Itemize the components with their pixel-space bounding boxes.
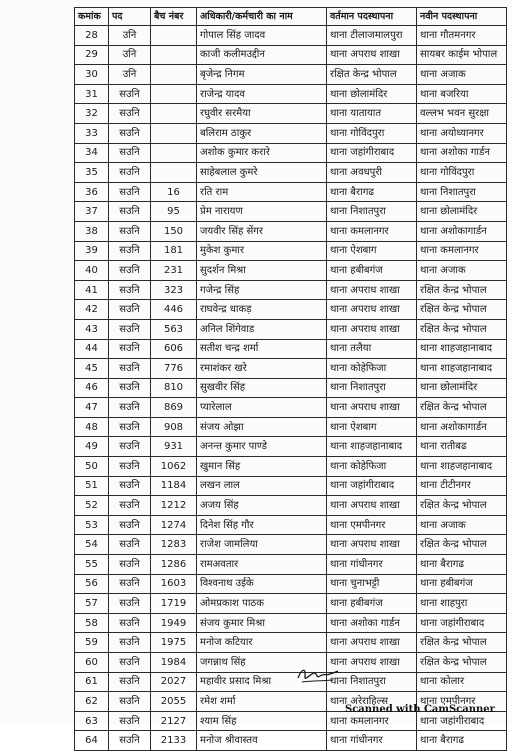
serial-cell: 62 — [75, 692, 109, 712]
rank-cell: उनि — [109, 45, 151, 65]
serial-cell: 30 — [75, 65, 109, 85]
rank-cell: सउनि — [109, 261, 151, 281]
name-cell: महावीर प्रसाद मिश्रा — [197, 672, 327, 692]
rank-cell: सउनि — [109, 359, 151, 379]
current-posting-cell: थाना छोलामंदिर — [327, 84, 417, 104]
badge-cell: 1283 — [151, 535, 197, 555]
name-cell: जगन्नाथ सिंह — [197, 653, 327, 673]
name-cell: जयवीर सिंह सेंगर — [197, 221, 327, 241]
table-row — [75, 398, 507, 418]
current-posting-cell: रक्षित केन्द्र भोपाल — [327, 65, 417, 85]
table-row — [75, 280, 507, 300]
new-posting-cell: थाना अशोकागार्डन — [417, 221, 507, 241]
name-cell: ओमप्रकाश पाठक — [197, 594, 327, 614]
new-posting-cell: रक्षित केन्द्र भोपाल — [417, 319, 507, 339]
serial-cell: 56 — [75, 574, 109, 594]
current-posting-cell: थाना तलैया — [327, 339, 417, 359]
table-row — [75, 574, 507, 594]
rank-cell: सउनि — [109, 437, 151, 457]
current-posting-cell: थाना गांधीनगर — [327, 555, 417, 575]
badge-cell: 231 — [151, 261, 197, 281]
table-row — [75, 672, 507, 692]
table-row — [75, 319, 507, 339]
serial-cell: 41 — [75, 280, 109, 300]
name-cell: रमेश शर्मा — [197, 692, 327, 712]
serial-cell: 58 — [75, 613, 109, 633]
badge-cell: 16 — [151, 182, 197, 202]
rank-cell: सउनि — [109, 711, 151, 731]
serial-cell: 29 — [75, 45, 109, 65]
name-cell: अजय सिंह — [197, 496, 327, 516]
serial-cell: 33 — [75, 123, 109, 143]
new-posting-cell: थाना कोलार — [417, 672, 507, 692]
table-row — [75, 457, 507, 477]
badge-cell — [151, 163, 197, 183]
new-posting-cell: थाना गोविंदपुरा — [417, 163, 507, 183]
rank-cell: सउनि — [109, 104, 151, 124]
name-cell: रघुवीर सरमैया — [197, 104, 327, 124]
name-cell: रति राम — [197, 182, 327, 202]
new-posting-cell: थाना कमलानगर — [417, 241, 507, 261]
rank-cell: सउनि — [109, 280, 151, 300]
current-posting-cell: थाना अपराध शाखा — [327, 398, 417, 418]
rank-cell: सउनि — [109, 163, 151, 183]
badge-cell: 1719 — [151, 594, 197, 614]
badge-cell: 150 — [151, 221, 197, 241]
name-cell: संजय कुमार मिश्रा — [197, 613, 327, 633]
badge-cell — [151, 123, 197, 143]
new-posting-cell: रक्षित केन्द्र भोपाल — [417, 496, 507, 516]
badge-cell: 2127 — [151, 711, 197, 731]
new-posting-cell: रक्षित केन्द्र भोपाल — [417, 398, 507, 418]
name-cell: बृजेन्द्र निगम — [197, 65, 327, 85]
current-posting-cell: थाना अपराध शाखा — [327, 633, 417, 653]
name-cell: बलिराम ठाकुर — [197, 123, 327, 143]
current-posting-cell: थाना हबीबगंज — [327, 594, 417, 614]
serial-cell: 35 — [75, 163, 109, 183]
current-posting-cell: थाना अवधपुरी — [327, 163, 417, 183]
current-posting-cell: थाना अपराध शाखा — [327, 496, 417, 516]
name-cell: अनन्त कुमार पाण्डे — [197, 437, 327, 457]
table-row — [75, 163, 507, 183]
transfer-table — [74, 7, 507, 751]
name-cell: सतीश चन्द्र शर्मा — [197, 339, 327, 359]
serial-cell: 50 — [75, 457, 109, 477]
serial-cell: 54 — [75, 535, 109, 555]
serial-cell: 28 — [75, 26, 109, 46]
name-cell: रमाशंकर खरे — [197, 359, 327, 379]
badge-cell — [151, 84, 197, 104]
table-row — [75, 104, 507, 124]
serial-cell: 59 — [75, 633, 109, 653]
current-posting-cell: थाना यातायात — [327, 104, 417, 124]
rank-cell: सउनि — [109, 613, 151, 633]
table-header-row — [75, 8, 507, 26]
header-current-posting: वर्तमान पदस्थापना — [327, 8, 417, 26]
new-posting-cell: थाना अजाक — [417, 65, 507, 85]
table-row — [75, 594, 507, 614]
table-row — [75, 535, 507, 555]
current-posting-cell: थाना एमपीनगर — [327, 515, 417, 535]
badge-cell: 810 — [151, 378, 197, 398]
rank-cell: सउनि — [109, 339, 151, 359]
rank-cell: सउनि — [109, 574, 151, 594]
new-posting-cell: थाना जहांगीराबाद — [417, 613, 507, 633]
current-posting-cell: थाना अपराध शाखा — [327, 300, 417, 320]
name-cell: खुमान सिंह — [197, 457, 327, 477]
current-posting-cell: थाना अपराध शाखा — [327, 653, 417, 673]
new-posting-cell: थाना निशातपुरा — [417, 182, 507, 202]
serial-cell: 63 — [75, 711, 109, 731]
badge-cell — [151, 26, 197, 46]
badge-cell — [151, 104, 197, 124]
new-posting-cell: रक्षित केन्द्र भोपाल — [417, 653, 507, 673]
current-posting-cell: थाना कोहेफिजा — [327, 457, 417, 477]
name-cell: गोपाल सिंह जादव — [197, 26, 327, 46]
new-posting-cell: थाना अशोकागार्डन — [417, 417, 507, 437]
name-cell: प्यारेलाल — [197, 398, 327, 418]
new-posting-cell: थाना एमपीनगर — [417, 692, 507, 712]
new-posting-cell: थाना गौतमनगर — [417, 26, 507, 46]
serial-cell: 61 — [75, 672, 109, 692]
badge-cell: 1274 — [151, 515, 197, 535]
badge-cell: 1286 — [151, 555, 197, 575]
new-posting-cell: थाना शाहजहानाबाद — [417, 457, 507, 477]
table-row — [75, 613, 507, 633]
badge-cell: 446 — [151, 300, 197, 320]
table-body — [75, 26, 507, 751]
signature-mark — [296, 664, 340, 686]
table-row — [75, 417, 507, 437]
rank-cell: सउनि — [109, 143, 151, 163]
current-posting-cell: थाना कमलानगर — [327, 221, 417, 241]
badge-cell: 2055 — [151, 692, 197, 712]
table-row — [75, 84, 507, 104]
new-posting-cell: थाना शाहजहानाबाद — [417, 359, 507, 379]
header-serial: कमांक — [75, 8, 109, 26]
serial-cell: 51 — [75, 476, 109, 496]
serial-cell: 32 — [75, 104, 109, 124]
new-posting-cell: थाना जहांगीराबाद — [417, 711, 507, 731]
serial-cell: 47 — [75, 398, 109, 418]
rank-cell: सउनि — [109, 672, 151, 692]
table-row — [75, 300, 507, 320]
rank-cell: उनि — [109, 26, 151, 46]
new-posting-cell: रक्षित केन्द्र भोपाल — [417, 535, 507, 555]
serial-cell: 36 — [75, 182, 109, 202]
badge-cell: 181 — [151, 241, 197, 261]
badge-cell: 908 — [151, 417, 197, 437]
new-posting-cell: रक्षित केन्द्र भोपाल — [417, 300, 507, 320]
new-posting-cell: थाना शाहपुरा — [417, 594, 507, 614]
name-cell: अनिल शिंगेवाड — [197, 319, 327, 339]
name-cell: काजी कलीमउद्दीन — [197, 45, 327, 65]
current-posting-cell: थाना शाहजहानाबाद — [327, 437, 417, 457]
name-cell: श्याम सिंह — [197, 711, 327, 731]
badge-cell: 323 — [151, 280, 197, 300]
new-posting-cell: थाना टीटीनगर — [417, 476, 507, 496]
header-badge: बैच नंबर — [151, 8, 197, 26]
badge-cell: 1603 — [151, 574, 197, 594]
new-posting-cell: सायबर काईम भोपाल — [417, 45, 507, 65]
table-row — [75, 437, 507, 457]
rank-cell: सउनि — [109, 202, 151, 222]
header-rank: पद — [109, 8, 151, 26]
new-posting-cell: थाना अजाक — [417, 261, 507, 281]
rank-cell: सउनि — [109, 182, 151, 202]
current-posting-cell: थाना अशोका गार्डन — [327, 613, 417, 633]
scanner-watermark: Scanned with CamScanner — [345, 704, 495, 715]
badge-cell: 776 — [151, 359, 197, 379]
table-row — [75, 241, 507, 261]
name-cell: दिनेश सिंह गौर — [197, 515, 327, 535]
name-cell: मुकेश कुमार — [197, 241, 327, 261]
rank-cell: सउनि — [109, 221, 151, 241]
badge-cell — [151, 143, 197, 163]
current-posting-cell: थाना टीलाजमालपुरा — [327, 26, 417, 46]
name-cell: रामअवतार — [197, 555, 327, 575]
table-row — [75, 26, 507, 46]
table-row — [75, 653, 507, 673]
new-posting-cell: रक्षित केन्द्र भोपाल — [417, 633, 507, 653]
new-posting-cell: थाना बैरागढ — [417, 731, 507, 751]
table-row — [75, 496, 507, 516]
current-posting-cell: थाना चुनाभट्टी — [327, 574, 417, 594]
badge-cell — [151, 65, 197, 85]
table-row — [75, 633, 507, 653]
serial-cell: 37 — [75, 202, 109, 222]
name-cell: साहेबलाल कुमरे — [197, 163, 327, 183]
new-posting-cell: थाना रातीबढ — [417, 437, 507, 457]
current-posting-cell: थाना जहांगीराबाद — [327, 476, 417, 496]
name-cell: मनोज श्रीवास्तव — [197, 731, 327, 751]
serial-cell: 52 — [75, 496, 109, 516]
table-row — [75, 339, 507, 359]
rank-cell: सउनि — [109, 496, 151, 516]
table-row — [75, 45, 507, 65]
table-row — [75, 65, 507, 85]
table-row — [75, 378, 507, 398]
name-cell: सुदर्शन मिश्रा — [197, 261, 327, 281]
rank-cell: सउनि — [109, 535, 151, 555]
current-posting-cell: थाना निशातपुरा — [327, 202, 417, 222]
rank-cell: सउनि — [109, 555, 151, 575]
rank-cell: सउनि — [109, 731, 151, 751]
badge-cell: 606 — [151, 339, 197, 359]
table-row — [75, 182, 507, 202]
rank-cell: सउनि — [109, 319, 151, 339]
badge-cell: 869 — [151, 398, 197, 418]
new-posting-cell: थाना अयोध्यानगर — [417, 123, 507, 143]
serial-cell: 40 — [75, 261, 109, 281]
header-name: अधिकारी/कर्मचारी का नाम — [197, 8, 327, 26]
name-cell: मनोज कटियार — [197, 633, 327, 653]
rank-cell: सउनि — [109, 378, 151, 398]
serial-cell: 53 — [75, 515, 109, 535]
name-cell: गजेन्द्र सिंह — [197, 280, 327, 300]
current-posting-cell: थाना अपराध शाखा — [327, 319, 417, 339]
new-posting-cell: थाना छोलामंदिर — [417, 378, 507, 398]
rank-cell: सउनि — [109, 84, 151, 104]
new-posting-cell: वल्लभ भवन सुरक्षा — [417, 104, 507, 124]
table-row — [75, 555, 507, 575]
rank-cell: सउनि — [109, 398, 151, 418]
current-posting-cell: थाना कोहेफिजा — [327, 359, 417, 379]
badge-cell: 931 — [151, 437, 197, 457]
new-posting-cell: थाना अशोका गार्डन — [417, 143, 507, 163]
name-cell: विश्वनाथ उईके — [197, 574, 327, 594]
serial-cell: 45 — [75, 359, 109, 379]
rank-cell: सउनि — [109, 241, 151, 261]
current-posting-cell: थाना निशातपुरा — [327, 378, 417, 398]
name-cell: सुखवीर सिंह — [197, 378, 327, 398]
rank-cell: सउनि — [109, 653, 151, 673]
badge-cell: 1212 — [151, 496, 197, 516]
badge-cell — [151, 45, 197, 65]
rank-cell: उनि — [109, 65, 151, 85]
header-new-posting: नवीन पदस्थापना — [417, 8, 507, 26]
rank-cell: सउनि — [109, 692, 151, 712]
badge-cell: 1949 — [151, 613, 197, 633]
rank-cell: सउनि — [109, 476, 151, 496]
serial-cell: 43 — [75, 319, 109, 339]
serial-cell: 57 — [75, 594, 109, 614]
table-row — [75, 261, 507, 281]
current-posting-cell: थाना गांधीनगर — [327, 731, 417, 751]
name-cell: संजय ओझा — [197, 417, 327, 437]
name-cell: राजेन्द्र यादव — [197, 84, 327, 104]
table-row — [75, 476, 507, 496]
current-posting-cell: थाना गोविंदपुरा — [327, 123, 417, 143]
serial-cell: 31 — [75, 84, 109, 104]
name-cell: प्रेम नारायण — [197, 202, 327, 222]
serial-cell: 42 — [75, 300, 109, 320]
current-posting-cell: थाना ऐशबाग — [327, 417, 417, 437]
table-row — [75, 123, 507, 143]
serial-cell: 39 — [75, 241, 109, 261]
name-cell: राजेश जामलिया — [197, 535, 327, 555]
serial-cell: 49 — [75, 437, 109, 457]
new-posting-cell: थाना अजाक — [417, 515, 507, 535]
table-row — [75, 202, 507, 222]
table-row — [75, 359, 507, 379]
serial-cell: 55 — [75, 555, 109, 575]
table-row — [75, 143, 507, 163]
serial-cell: 44 — [75, 339, 109, 359]
new-posting-cell: रक्षित केन्द्र भोपाल — [417, 280, 507, 300]
table-row — [75, 221, 507, 241]
badge-cell: 1062 — [151, 457, 197, 477]
new-posting-cell: थाना हबीबगंज — [417, 574, 507, 594]
current-posting-cell: थाना हबीबगंज — [327, 261, 417, 281]
rank-cell: सउनि — [109, 594, 151, 614]
badge-cell: 2133 — [151, 731, 197, 751]
serial-cell: 38 — [75, 221, 109, 241]
badge-cell: 95 — [151, 202, 197, 222]
current-posting-cell: थाना बैरागढ — [327, 182, 417, 202]
new-posting-cell: थाना बैरागढ — [417, 555, 507, 575]
rank-cell: सउनि — [109, 300, 151, 320]
badge-cell: 1184 — [151, 476, 197, 496]
badge-cell: 2027 — [151, 672, 197, 692]
current-posting-cell: थाना जहांगीराबाद — [327, 143, 417, 163]
badge-cell: 1975 — [151, 633, 197, 653]
current-posting-cell: थाना अपराध शाखा — [327, 280, 417, 300]
rank-cell: सउनि — [109, 515, 151, 535]
name-cell: अशोक कुमार करारे — [197, 143, 327, 163]
serial-cell: 48 — [75, 417, 109, 437]
badge-cell: 563 — [151, 319, 197, 339]
current-posting-cell: थाना ऐशबाग — [327, 241, 417, 261]
name-cell: लखन लाल — [197, 476, 327, 496]
current-posting-cell: थाना अपराध शाखा — [327, 535, 417, 555]
current-posting-cell: थाना निशातपुरा — [327, 672, 417, 692]
new-posting-cell: थाना छोलामंदिर — [417, 202, 507, 222]
rank-cell: सउनि — [109, 417, 151, 437]
serial-cell: 60 — [75, 653, 109, 673]
serial-cell: 64 — [75, 731, 109, 751]
current-posting-cell: थाना कमलानगर — [327, 711, 417, 731]
new-posting-cell: थाना शाहजहानाबाद — [417, 339, 507, 359]
rank-cell: सउनि — [109, 633, 151, 653]
current-posting-cell: थाना अपराध शाखा — [327, 45, 417, 65]
serial-cell: 46 — [75, 378, 109, 398]
serial-cell: 34 — [75, 143, 109, 163]
rank-cell: सउनि — [109, 457, 151, 477]
table-row — [75, 515, 507, 535]
name-cell: राघवेन्द्र धाकड़ — [197, 300, 327, 320]
rank-cell: सउनि — [109, 123, 151, 143]
current-posting-cell: थाना अरेराहिल्स — [327, 692, 417, 712]
table-row — [75, 731, 507, 751]
badge-cell: 1984 — [151, 653, 197, 673]
new-posting-cell: थाना बजरिया — [417, 84, 507, 104]
